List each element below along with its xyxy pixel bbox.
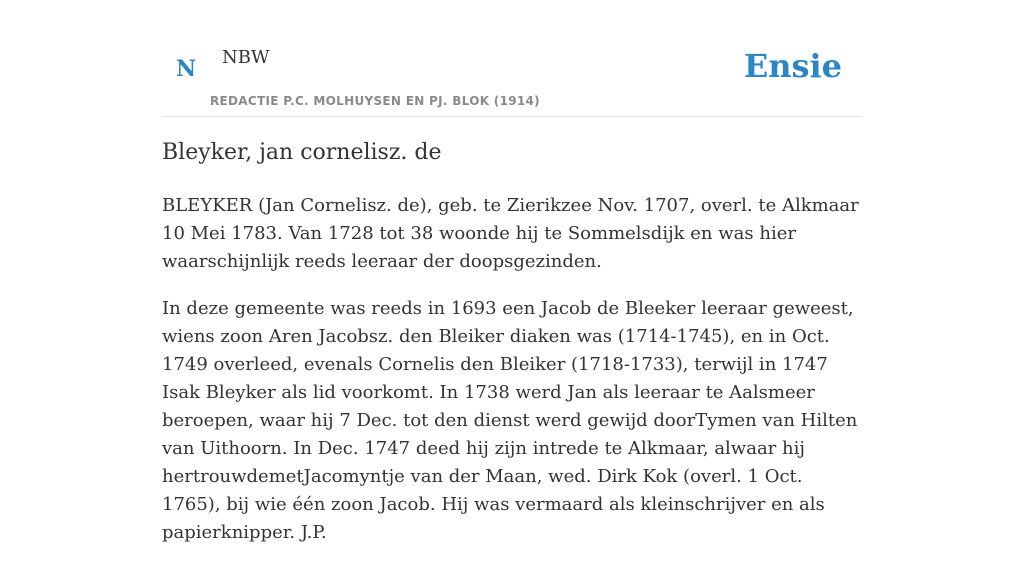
book-icon[interactable]: N [176, 56, 197, 82]
entry-title: Bleyker, jan cornelisz. de [162, 140, 442, 165]
book-title[interactable]: NBW [222, 47, 270, 68]
entry-body [162, 192, 862, 566]
ensie-logo[interactable]: Ensie [743, 47, 842, 85]
book-subtitle: REDACTIE P.C. MOLHUYSEN EN PJ. BLOK (1914) [210, 94, 540, 108]
entry-paragraph: BLEYKER (Jan Cornelisz. de), geb. te Zierikzee Nov. 1707, overl. te Alkmaar 10 Mei 1783. Van 1728 tot 38 woonde hij te Sommelsdijk en was hier waarschijnlijk reeds leeraar der doopsgezinden. [162, 195, 859, 272]
header [162, 0, 862, 117]
entry-paragraph: In deze gemeente was reeds in 1693 een Jacob de Bleeker leeraar geweest, wiens zoon Aren Jacobsz. den Bleiker diaken was (1714-1745), en in Oct. 1749 overleed, evenals Cornelis den Bleiker (1718-1733), terwijl in 1747 Isak Bleyker als lid voorkomt. In 1738 werd Jan als leeraar te Aalsmeer beroepen, waar hij 7 Dec. tot den dienst werd gewijd doorTymen van Hilten van Uithoorn. In Dec. 1747 deed hij zijn intrede te Alkmaar, alwaar hij hertrouwdemetJacomyntje van der Maan, wed. Dirk Kok (overl. 1 Oct. 1765), bij wie één zoon Jacob. Hij was vermaard als kleinschrijver en als papierknipper. J.P. [162, 298, 858, 543]
